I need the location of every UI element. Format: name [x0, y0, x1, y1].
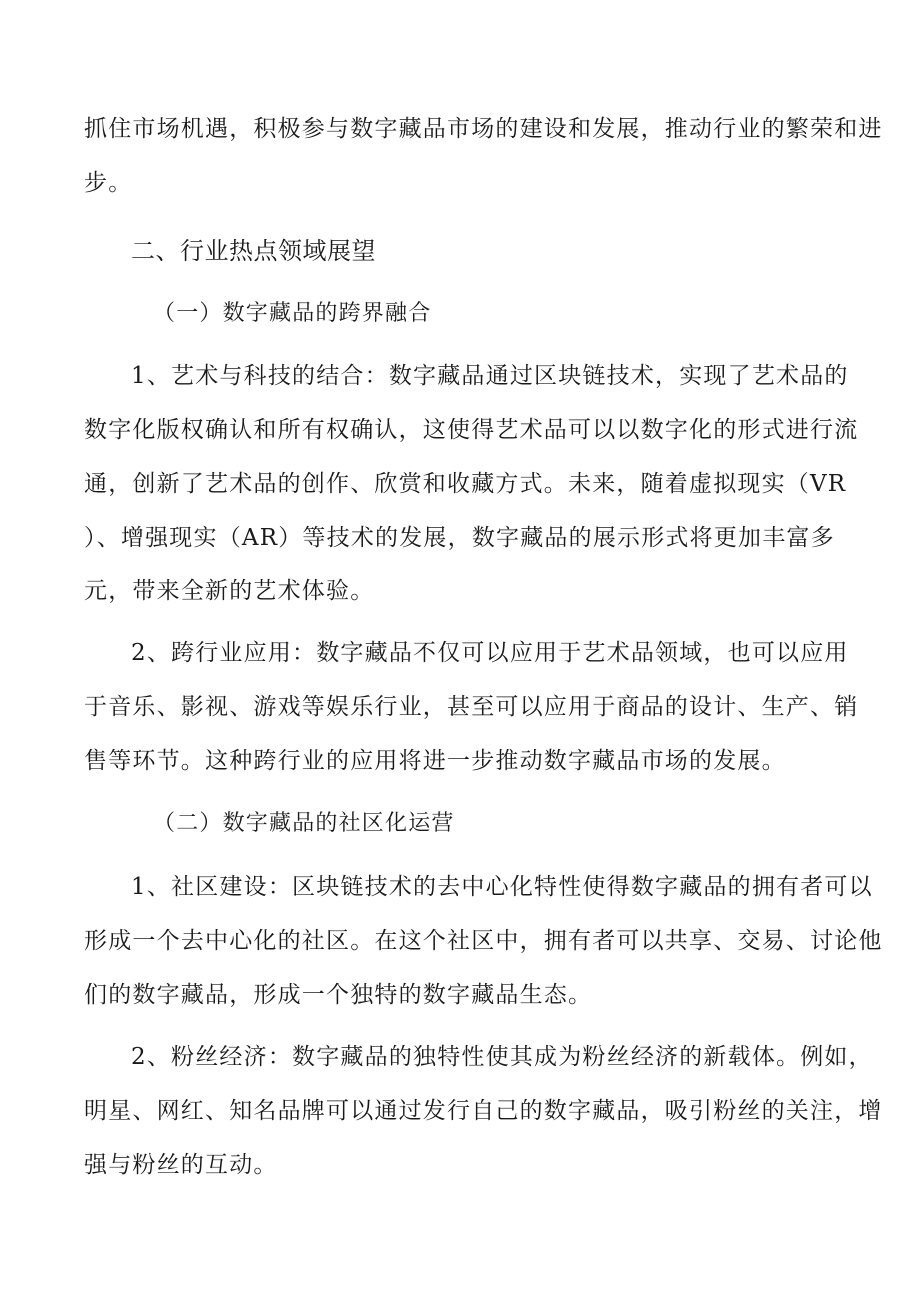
subsection-1-para-1-line-2: 数字化版权确认和所有权确认，这使得艺术品可以以数字化的形式进行流 — [84, 417, 859, 443]
subsection-2-para-1-line-1: 1、社区建设：区块链技术的去中心化特性使得数字藏品的拥有者可以 — [131, 874, 873, 900]
subsection-1-heading: （一）数字藏品的跨界融合 — [153, 301, 432, 326]
subsection-1-para-1-line-5: 元，带来全新的艺术体验。 — [84, 578, 375, 604]
subsection-2-heading: （二）数字藏品的社区化运营 — [153, 811, 455, 836]
subsection-2-para-1-line-3: 们的数字藏品，形成一个独特的数字藏品生态。 — [84, 982, 593, 1008]
subsection-2-para-2-line-1: 2、粉丝经济：数字藏品的独特性使其成为粉丝经济的新载体。例如， — [131, 1044, 873, 1070]
subsection-1-para-1-line-3: 通，创新了艺术品的创作、欣赏和收藏方式。未来，随着虚拟现实（VR — [84, 471, 847, 497]
intro-line-1: 抓住市场机遇，积极参与数字藏品市场的建设和发展，推动行业的繁荣和进 — [84, 116, 883, 142]
subsection-1-para-1-line-4: ）、增强现实（AR）等技术的发展，数字藏品的展示形式将更加丰富多 — [84, 525, 835, 551]
subsection-2-para-2-line-3: 强与粉丝的互动。 — [84, 1152, 278, 1178]
subsection-1-para-1-line-1: 1、艺术与科技的结合：数字藏品通过区块链技术，实现了艺术品的 — [131, 363, 849, 389]
subsection-1-para-2-line-2: 于音乐、影视、游戏等娱乐行业，甚至可以应用于商品的设计、生产、销 — [84, 694, 859, 720]
subsection-1-para-2-line-1: 2、跨行业应用：数字藏品不仅可以应用于艺术品领域，也可以应用 — [131, 640, 849, 666]
subsection-1-para-2-line-3: 售等环节。这种跨行业的应用将进一步推动数字藏品市场的发展。 — [84, 748, 786, 774]
subsection-2-para-1-line-2: 形成一个去中心化的社区。在这个社区中，拥有者可以共享、交易、讨论他 — [84, 928, 883, 954]
intro-line-2: 步。 — [84, 170, 133, 196]
subsection-2-para-2-line-2: 明星、网红、知名品牌可以通过发行自己的数字藏品，吸引粉丝的关注，增 — [84, 1098, 883, 1124]
section-heading: 二、行业热点领域展望 — [131, 237, 376, 265]
